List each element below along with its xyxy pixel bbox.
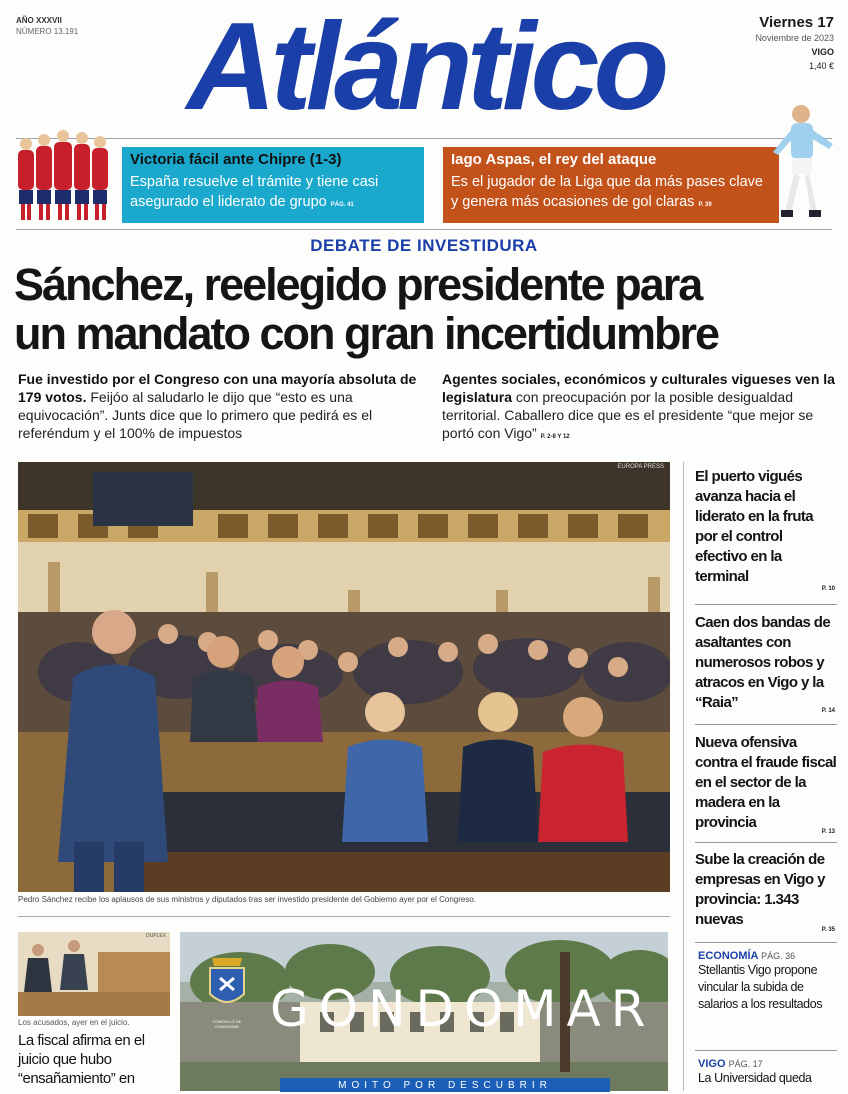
newspaper-logo[interactable]: Atlántico <box>186 0 664 136</box>
promo-aspas-body: Es el jugador de la Liga que da más pases clave y genera más ocasiones de gol claras <box>451 174 763 210</box>
sidebar-rule-4 <box>695 942 837 943</box>
promo-aspas-text <box>451 172 771 215</box>
lead-kicker: DEBATE DE INVESTIDURA <box>310 236 538 255</box>
sidebar-rule-1 <box>695 604 837 605</box>
sidebar-rule-3 <box>695 842 837 843</box>
gondomar-seal-text: CONCELLO DE GONDOMAR <box>212 1019 242 1029</box>
issue-number: NÚMERO 13.191 <box>16 27 79 36</box>
lead-deck-right-ref: P. 2-8 Y 12 <box>540 434 570 440</box>
brief-vigo-section: VIGO <box>698 1058 726 1070</box>
sidebar-story-robberies-ref: P. 14 <box>821 708 835 714</box>
promo-aspas[interactable] <box>443 147 779 223</box>
year-label: AÑO XXXVII <box>16 16 62 25</box>
promo-spain-ref: PÁG. 41 <box>330 202 354 208</box>
lead-photo-congress[interactable] <box>18 462 670 892</box>
gondomar-word: GONDOMAR <box>270 980 656 1038</box>
masthead-rule <box>16 138 832 139</box>
sidebar-story-companies-ref: P. 35 <box>821 927 835 933</box>
lead-photo-caption: Pedro Sánchez recibe los aplausos de sus ministros y diputados tras ser investido presidente del Gobierno ayer por el Congreso. <box>18 895 477 904</box>
brief-economy-label <box>698 950 838 962</box>
promo-aspas-ref: P. 39 <box>698 202 712 208</box>
promo-photo-spain-team[interactable] <box>12 120 122 226</box>
lead-deck-right-bold: Agentes sociales, económicos y culturales vigueses ven la legislatura <box>442 371 835 405</box>
date-day: Viernes 17 <box>759 14 834 31</box>
court-photo[interactable] <box>18 932 170 1016</box>
brief-vigo-text: La Universidad queda <box>698 1071 812 1085</box>
bottom-rule <box>18 916 670 917</box>
sidebar-story-fraud[interactable]: Nueva ofensiva contra el fraude fiscal en el sector de la madera en la provincia <box>695 734 837 831</box>
lead-deck-left-bold: Fue investido por el Congreso con una mayoría absoluta de 179 votos. <box>18 371 417 405</box>
masthead-meta <box>16 15 78 37</box>
brief-economy-page: PÁG. 36 <box>761 951 796 961</box>
brief-economy[interactable] <box>698 950 838 1013</box>
sidebar-story-companies[interactable]: Sube la creación de empresas en Vigo y provincia: 1.343 nuevas <box>695 851 825 928</box>
price: 1,40 € <box>808 61 834 71</box>
sidebar-story-port-ref: P. 10 <box>821 586 835 592</box>
court-caption: Los acusados, ayer en el juicio. <box>18 1018 130 1027</box>
sidebar-rule-2 <box>695 724 837 725</box>
date-block <box>724 14 834 71</box>
lead-deck-left <box>18 370 418 442</box>
lead-headline[interactable] <box>14 260 844 358</box>
gondomar-banner: MOITO POR DESCUBRIR <box>280 1078 610 1092</box>
sidebar-story-robberies[interactable]: Caen dos bandas de asaltantes con numerosos robos y atracos en Vigo y la “Raia” <box>695 614 831 711</box>
sidebar-divider <box>683 462 684 1091</box>
lead-deck-right-rest: con preocupación por la posible desigualdad territorial. Caballero dice que es el presidente “que mejor se portó con Vigo” <box>442 389 814 441</box>
brief-economy-section: ECONOMÍA <box>698 950 759 962</box>
sidebar-rule-5 <box>695 1050 837 1051</box>
lead-deck-left-rest: Feijóo al saludarlo le dijo que “esto es una equivocación”. Junts dice que lo primero que pedirá es el referéndum y el 100% de impuestos <box>18 389 373 441</box>
court-photo-credit: DUPLEX <box>145 933 166 939</box>
edition-city: VIGO <box>811 47 834 57</box>
lead-headline-line1: Sánchez, reelegido presidente para <box>14 259 702 310</box>
court-headline[interactable]: La fiscal afirma en el juicio que hubo “ensañamiento” en <box>18 1032 145 1087</box>
sidebar-story-port[interactable]: El puerto vigués avanza hacia el liderato en la fruta por el control efectivo en la terminal <box>695 468 814 585</box>
lead-photo-credit: EUROPA PRESS <box>617 464 664 470</box>
promo-photo-aspas[interactable] <box>765 100 840 232</box>
lead-deck-right <box>442 370 837 446</box>
brief-vigo-page: PÁG. 17 <box>728 1059 763 1069</box>
promo-rule <box>16 229 832 230</box>
brief-vigo[interactable] <box>698 1058 838 1087</box>
sidebar-story-fraud-ref: P. 13 <box>821 829 835 835</box>
promo-spain-text <box>130 172 416 215</box>
date-full: Noviembre de 2023 <box>755 33 834 43</box>
promo-spain-body: España resuelve el trámite y tiene casi asegurado el liderato de grupo <box>130 174 379 210</box>
promo-spain[interactable] <box>122 147 424 223</box>
brief-economy-text: Stellantis Vigo propone vincular la subida de salarios a los resultados <box>698 963 823 1011</box>
lead-headline-line2: un mandato con gran incertidumbre <box>14 308 719 359</box>
promo-aspas-title: Iago Aspas, el rey del ataque <box>451 151 657 168</box>
gondomar-seal <box>202 950 252 1029</box>
promo-spain-title: Victoria fácil ante Chipre (1-3) <box>130 151 342 168</box>
brief-vigo-label <box>698 1058 838 1070</box>
